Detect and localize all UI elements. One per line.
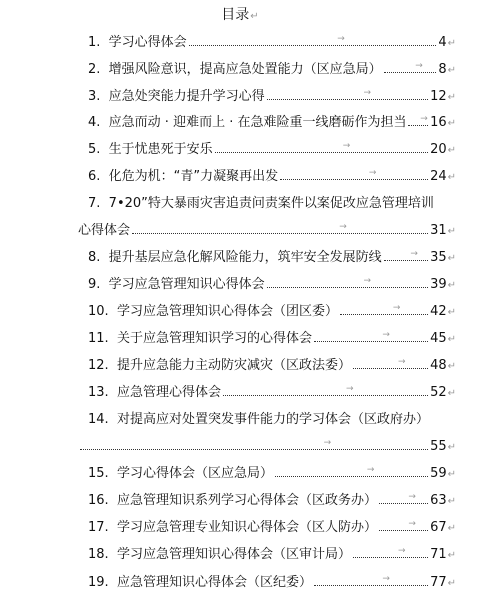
toc-entry-page: 71 — [430, 547, 447, 562]
tab-arrow-icon: → — [420, 114, 428, 124]
toc-entry-page: 8 — [438, 62, 447, 77]
paragraph-mark-icon: ↵ — [447, 469, 456, 480]
toc-entry-page: 77 — [430, 575, 447, 590]
paragraph-mark-icon: ↵ — [447, 578, 456, 589]
toc-entry-text: 应急而动 · 迎难而上 · 在急难险重一线磨砺作为担当 — [108, 115, 407, 130]
toc-entry-number: 11. — [88, 331, 117, 346]
toc-entry-number: 17. — [88, 520, 117, 535]
toc-entry-number: 19. — [88, 575, 117, 590]
toc-entry-page: 4 — [438, 35, 447, 50]
toc-entry-text: 增强风险意识，提高应急处置能力（区应急局） — [108, 62, 382, 77]
tab-arrow-icon: → — [323, 438, 332, 448]
toc-entry[interactable] — [88, 114, 456, 132]
toc-entry-number: 3. — [88, 89, 109, 104]
toc-entry[interactable] — [88, 61, 456, 79]
toc-entry-continuation[interactable] — [78, 222, 456, 240]
paragraph-mark-icon: ↵ — [447, 442, 456, 453]
toc-entry-number: 12. — [88, 358, 117, 373]
toc-entry-text: 化危为机：“青”力凝聚再出发 — [108, 169, 279, 184]
toc-entry-number: 13. — [88, 385, 117, 400]
toc-entry-text-continued: 心得体会 — [78, 223, 131, 238]
toc-entry-text: 学习心得体会（区应急局） — [116, 466, 273, 481]
toc-leader-dots — [340, 303, 428, 315]
toc-entry-page: 67 — [430, 520, 447, 535]
toc-entry-page: 63 — [430, 493, 447, 508]
paragraph-mark-icon: ↵ — [447, 361, 456, 372]
toc-entry[interactable] — [88, 546, 456, 564]
toc-entry-text: 对提高应对处置突发事件能力的学习体会（区政府办） — [116, 412, 429, 427]
toc-entry-number: 6. — [88, 169, 109, 184]
toc-leader-dots — [408, 114, 428, 126]
toc-entry-text: 提升基层应急化解风险能力，筑牢安全发展防线 — [108, 250, 382, 265]
toc-entry[interactable] — [88, 384, 456, 402]
paragraph-mark-icon: ↵ — [447, 280, 456, 291]
toc-entry-text: 应急管理知识心得体会（区纪委） — [116, 575, 312, 590]
toc-entry-text: 应急处突能力提升学习心得 — [108, 89, 265, 104]
toc-leader-dots — [132, 222, 428, 234]
toc-entry-text: 应急管理知识系列学习心得体会（区政务办） — [116, 493, 377, 508]
tab-arrow-icon: → — [382, 574, 390, 584]
tab-arrow-icon: → — [398, 546, 406, 556]
toc-title: 目录↵ — [221, 7, 259, 23]
tab-arrow-icon: → — [368, 168, 377, 178]
toc-entry-page: 20 — [430, 142, 447, 157]
toc-entry-number: 16. — [88, 493, 117, 508]
toc-entry-page: 45 — [430, 331, 447, 346]
toc-entry-page: 24 — [430, 169, 447, 184]
toc-entry-page: 52 — [430, 385, 447, 400]
toc-entry-page: 12 — [430, 89, 447, 104]
paragraph-mark-icon: ↵ — [447, 38, 456, 49]
toc-leader-dots — [267, 276, 428, 288]
toc-entry-number: 4. — [88, 115, 109, 130]
toc-entry-page: 55 — [430, 439, 447, 454]
tab-arrow-icon: → — [408, 519, 416, 529]
toc-leader-dots — [267, 88, 428, 100]
tab-arrow-icon: → — [342, 141, 351, 151]
toc-entry-text: 学习应急管理知识心得体会（团区委） — [116, 304, 338, 319]
toc-entry-page: 35 — [430, 250, 447, 265]
toc-entry-page: 59 — [430, 466, 447, 481]
tab-arrow-icon: → — [346, 384, 354, 394]
toc-entry[interactable] — [88, 465, 456, 483]
paragraph-mark-icon: ↵ — [447, 334, 456, 345]
tab-arrow-icon: → — [363, 276, 372, 286]
paragraph-mark-icon: ↵ — [447, 92, 456, 103]
tab-arrow-icon: → — [382, 330, 390, 340]
toc-entry-page: 39 — [430, 277, 447, 292]
toc-leader-dots — [314, 330, 428, 342]
toc-entry[interactable] — [88, 411, 456, 428]
toc-entry[interactable] — [88, 168, 456, 186]
toc-entry[interactable] — [88, 357, 456, 375]
toc-entry-number: 18. — [88, 547, 117, 562]
toc-leader-dots — [379, 492, 428, 504]
paragraph-mark-icon: ↵ — [447, 550, 456, 561]
tab-arrow-icon: → — [415, 61, 423, 71]
toc-entry-continuation[interactable] — [78, 438, 456, 456]
toc-entry-number: 14. — [88, 412, 117, 427]
toc-entry[interactable] — [88, 303, 456, 321]
paragraph-mark-icon: ↵ — [447, 523, 456, 534]
toc-entry-number: 5. — [88, 142, 109, 157]
tab-arrow-icon: → — [339, 222, 347, 232]
toc-entry-page: 31 — [430, 223, 447, 238]
tab-arrow-icon: → — [337, 34, 345, 44]
toc-entry[interactable] — [88, 574, 456, 592]
paragraph-mark-icon: ↵ — [447, 226, 456, 237]
toc-entry-number: 8. — [88, 250, 109, 265]
toc-entry-text: 7•20”特大暴雨灾害追责问责案件以案促改应急管理培训 — [108, 196, 434, 211]
toc-entry[interactable] — [88, 492, 456, 510]
paragraph-mark-icon: ↵ — [447, 145, 456, 156]
toc-entry-text: 生于忧患死于安乐 — [108, 142, 213, 157]
toc-entry-text: 学习应急管理知识心得体会 — [108, 277, 265, 292]
toc-entry[interactable] — [88, 34, 456, 52]
toc-entry-text: 学习心得体会 — [108, 35, 187, 50]
paragraph-mark-icon: ↵ — [447, 307, 456, 318]
toc-entry[interactable] — [88, 141, 456, 159]
tab-arrow-icon: → — [410, 249, 418, 259]
paragraph-mark-icon: ↵ — [447, 388, 456, 399]
toc-entry[interactable] — [88, 195, 456, 212]
toc-leader-dots — [215, 141, 428, 153]
toc-entry-text: 提升应急能力主动防灾减灾（区政法委） — [116, 358, 351, 373]
toc-leader-dots — [280, 168, 428, 180]
tab-arrow-icon: → — [363, 88, 372, 98]
toc-leader-dots — [80, 438, 428, 450]
toc-entry[interactable] — [88, 276, 456, 294]
toc-entry[interactable] — [88, 330, 456, 348]
toc-entry-text: 学习应急管理专业知识心得体会（区人防办） — [116, 520, 377, 535]
toc-entry-page: 16 — [430, 115, 447, 130]
paragraph-mark-icon: ↵ — [447, 253, 456, 264]
toc-entry-number: 1. — [88, 35, 109, 50]
toc-leader-dots — [314, 574, 428, 586]
toc-entry-number: 15. — [88, 466, 117, 481]
toc-entry-number: 7. — [88, 196, 109, 211]
toc-entry[interactable] — [88, 249, 456, 267]
toc-leader-dots — [353, 546, 428, 558]
toc-leader-dots — [384, 61, 437, 73]
toc-entry-text: 关于应急管理知识学习的心得体会 — [116, 331, 312, 346]
paragraph-mark-icon: ↵ — [447, 496, 456, 507]
paragraph-mark-icon: ↵ — [447, 172, 456, 183]
toc-leader-dots — [189, 34, 437, 46]
paragraph-mark-icon: ↵ — [250, 11, 259, 22]
toc-entry-number: 10. — [88, 304, 117, 319]
toc-leader-dots — [275, 465, 428, 477]
tab-arrow-icon: → — [408, 492, 416, 502]
toc-entry-page: 48 — [430, 358, 447, 373]
toc-entry-text: 学习应急管理知识心得体会（区审计局） — [116, 547, 351, 562]
toc-leader-dots — [353, 357, 428, 369]
toc-leader-dots — [379, 519, 428, 531]
toc-entry-number: 2. — [88, 62, 109, 77]
toc-entry[interactable] — [88, 519, 456, 537]
tab-arrow-icon: → — [366, 465, 375, 475]
paragraph-mark-icon: ↵ — [447, 118, 456, 129]
toc-leader-dots — [223, 384, 428, 396]
toc-leader-dots — [384, 249, 428, 261]
tab-arrow-icon: → — [398, 357, 406, 367]
toc-entry-number: 9. — [88, 277, 109, 292]
paragraph-mark-icon: ↵ — [447, 65, 456, 76]
toc-entry-page: 42 — [430, 304, 447, 319]
toc-entry[interactable] — [88, 88, 456, 106]
toc-entry-text: 应急管理心得体会 — [116, 385, 221, 400]
tab-arrow-icon: → — [392, 303, 401, 313]
